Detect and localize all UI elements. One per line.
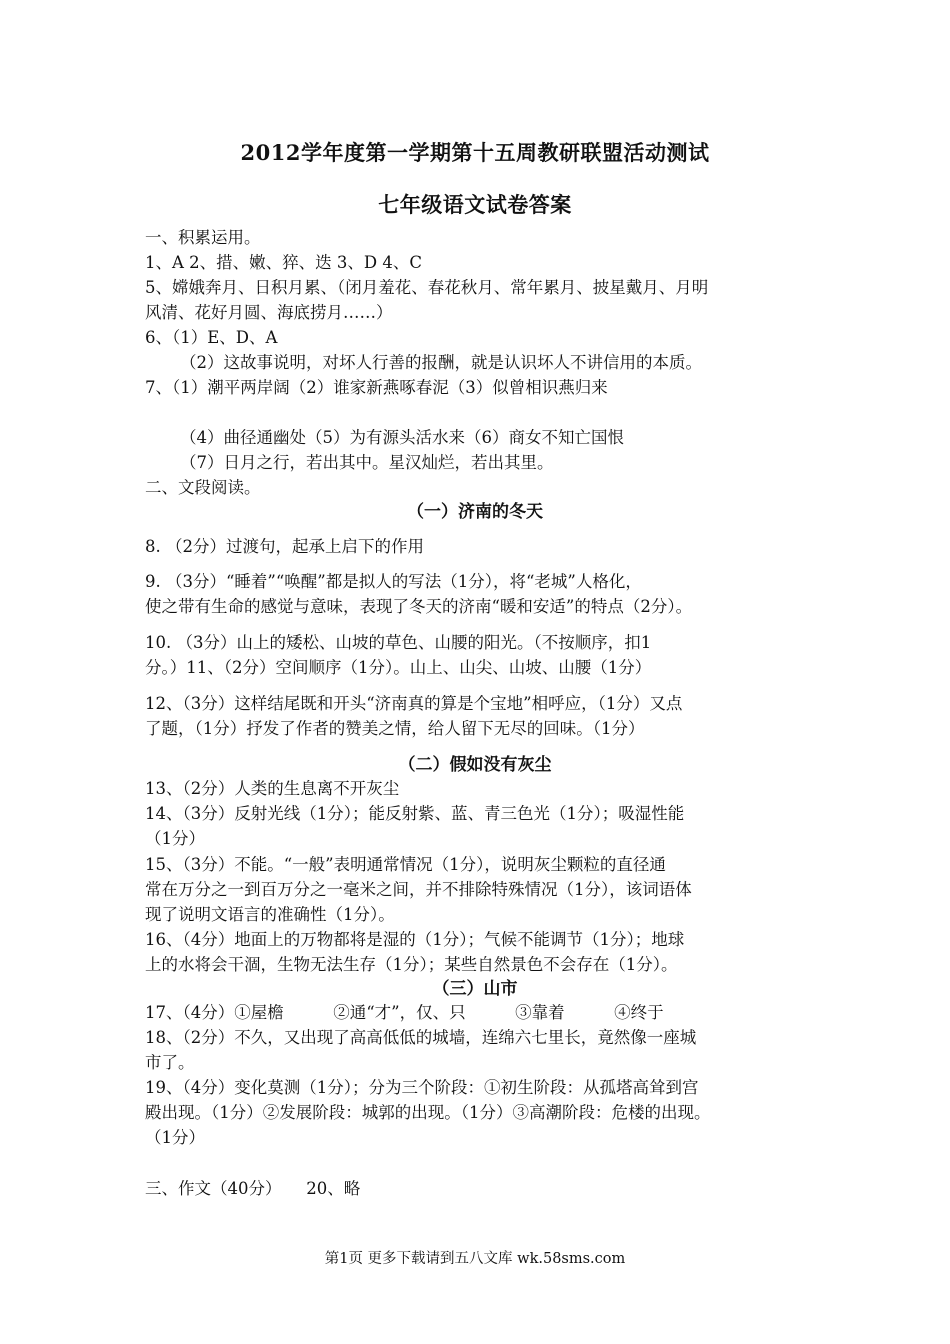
section-heading-3: 三、作文（40分） 20、略 [145,1179,361,1198]
answer-line: 市了。 [145,1053,195,1072]
section-heading-2: 二、文段阅读。 [145,478,261,497]
answer-line: （1分） [145,829,205,848]
section-heading-1: 一、积累运用。 [145,228,261,247]
document-subtitle: 七年级语文试卷答案 [378,192,572,217]
answer-line: 14、（3分）反射光线（1分）；能反射紫、蓝、青三色光（1分）；吸湿性能 [145,804,685,823]
answer-line: 分。）11、（2分）空间顺序（1分）。山上、山尖、山坡、山腰（1分） [145,658,652,677]
answer-line: 殿出现。（1分）②发展阶段：城郭的出现。（1分）③高潮阶段：危楼的出现。 [145,1103,711,1122]
answer-line: 7、（1）潮平两岸阔（2）谁家新燕啄春泥（3）似曾相识燕归来 [145,378,608,397]
answer-line: 5、嫦娥奔月、日积月累、（闭月羞花、春花秋月、常年累月、披星戴月、月明 [145,278,709,297]
answer-line: 17、（4分）①屋檐 ②通“才”，仅、只 ③靠着 ④终于 [145,1003,664,1022]
answer-line: 19、（4分）变化莫测（1分）；分为三个阶段：①初生阶段：从孤塔高耸到宫 [145,1078,699,1097]
answer-line: （2）这故事说明，对坏人行善的报酬，就是认识坏人不讲信用的本质。 [180,353,702,372]
page-footer: 第1页 更多下载请到五八文库 wk.58sms.com [324,1251,626,1267]
answer-line: 1、A 2、措、嫩、猝、迭 3、D 4、C [145,253,422,272]
answer-line: （1分） [145,1128,205,1147]
answer-line: 9. （3分）“睡着”“唤醒”都是拟人的写法（1分），将“老城”人格化， [145,572,642,591]
answer-line: （7）日月之行，若出其中。星汉灿烂，若出其里。 [180,453,554,472]
answer-line: 18、（2分）不久，又出现了高高低低的城墙，连绵六七里长，竟然像一座城 [145,1028,697,1047]
answer-line: 6、（1）E、D、A [145,328,278,347]
answer-line: 13、（2分）人类的生息离不开灰尘 [145,779,400,798]
subsection-title: （二）假如没有灰尘 [398,755,552,775]
answer-line: 常在万分之一到百万分之一毫米之间，并不排除特殊情况（1分），该词语体 [145,880,692,899]
answer-line: 12、（3分）这样结尾既和开头“济南真的算是个宝地”相呼应，（1分）又点 [145,694,683,713]
document-title: 2012学年度第一学期第十五周教研联盟活动测试 [240,140,710,165]
answer-line: 8. （2分）过渡句，起承上启下的作用 [145,537,424,556]
answer-line: 上的水将会干涸，生物无法生存（1分）；某些自然景色不会存在（1分）。 [145,955,678,974]
subsection-title: （三）山市 [432,979,518,999]
answer-line: 16、（4分）地面上的万物都将是湿的（1分）；气候不能调节（1分）；地球 [145,930,685,949]
answer-line: 使之带有生命的感觉与意味，表现了冬天的济南“暖和安适”的特点（2分）。 [145,597,693,616]
answer-line: 15、（3分）不能。“一般”表明通常情况（1分），说明灰尘颗粒的直径通 [145,855,666,874]
answer-line: 了题，（1分）抒发了作者的赞美之情，给人留下无尽的回味。（1分） [145,719,645,738]
answer-line: （4）曲径通幽处（5）为有源头活水来（6）商女不知亡国恨 [180,428,624,447]
answer-line: 风清、花好月圆、海底捞月……） [145,303,393,322]
subsection-title: （一）济南的冬天 [407,502,543,522]
answer-line: 现了说明文语言的准确性（1分）。 [145,905,395,924]
answer-line: 10. （3分）山上的矮松、山坡的草色、山腰的阳光。（不按顺序，扣1 [145,633,652,652]
